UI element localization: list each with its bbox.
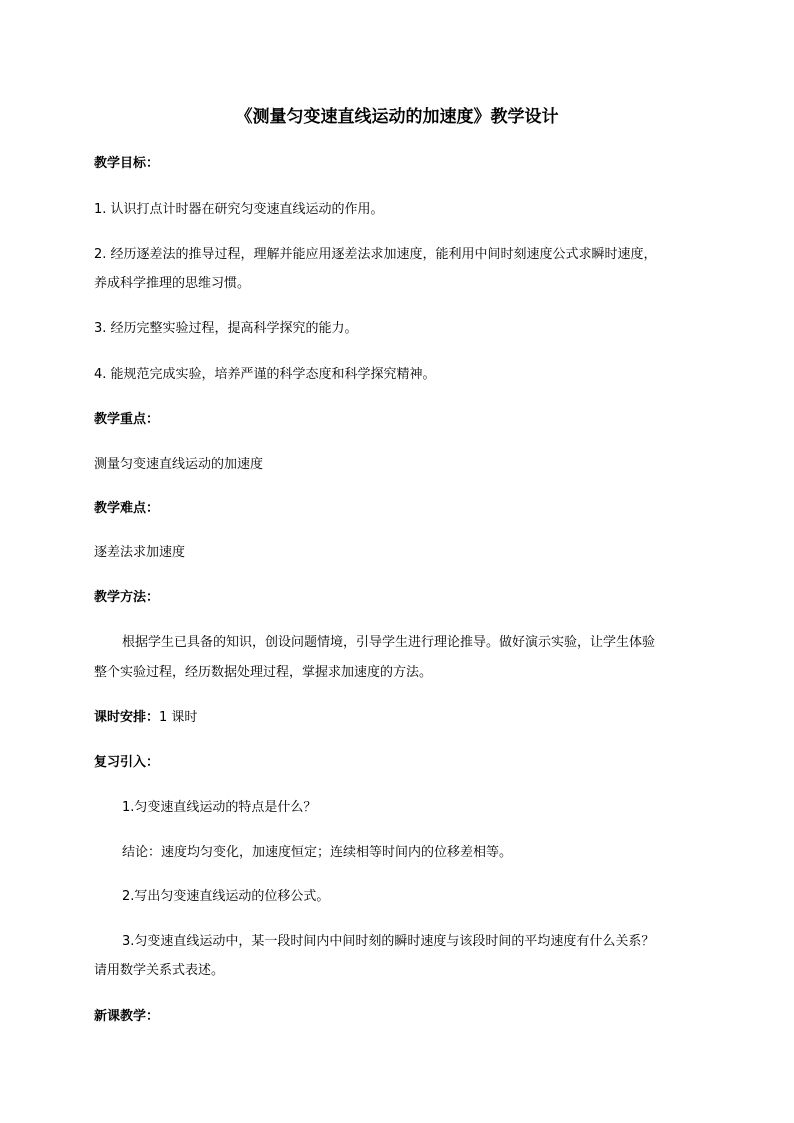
schedule-value: 1 课时 xyxy=(159,710,198,725)
difficulty-text: 逐差法求加速度 xyxy=(94,545,186,560)
objective-item-2: 2. 经历逐差法的推导过程，理解并能应用逐差法求加速度，能利用中间时刻速度公式求瞬时速度， xyxy=(94,247,657,262)
key-point-text: 测量匀变速直线运动的加速度 xyxy=(94,457,264,472)
schedule-heading: 课时安排： xyxy=(94,710,160,725)
review-question-3: 3.匀变速直线运动中，某一段时间内中间时刻的瞬时速度与该段时间的平均速度有什么关系？ xyxy=(122,934,655,949)
objectives-heading: 教学目标： xyxy=(94,156,160,171)
method-heading: 教学方法： xyxy=(94,590,160,605)
review-question-1: 1.匀变速直线运动的特点是什么？ xyxy=(122,800,317,815)
review-conclusion: 结论：速度均匀变化，加速度恒定；连续相等时间内的位移差相等。 xyxy=(122,845,513,860)
schedule-row xyxy=(94,709,197,727)
objective-item-4: 4. 能规范完成实验，培养严谨的科学态度和科学探究精神。 xyxy=(94,367,436,382)
objective-item-1: 1. 认识打点计时器在研究匀变速直线运动的作用。 xyxy=(94,202,384,217)
method-line-2: 整个实验过程，经历数据处理过程，掌握求加速度的方法。 xyxy=(94,665,433,680)
key-point-heading: 教学重点： xyxy=(94,412,160,427)
objective-item-2-continued: 养成科学推理的思维习惯。 xyxy=(94,276,251,291)
method-line-1: 根据学生已具备的知识，创设问题情境，引导学生进行理论推导。做好演示实验，让学生体验 xyxy=(122,635,656,650)
review-heading: 复习引入： xyxy=(94,755,160,770)
difficulty-heading: 教学难点： xyxy=(94,501,160,516)
objective-item-3: 3. 经历完整实验过程，提高科学探究的能力。 xyxy=(94,321,358,336)
review-question-3-continued: 请用数学关系式表述。 xyxy=(94,963,225,978)
review-question-2: 2.写出匀变速直线运动的位移公式。 xyxy=(122,889,330,904)
document-title: 《测量匀变速直线运动的加速度》教学设计 xyxy=(235,107,559,127)
new-lesson-heading: 新课教学： xyxy=(94,1009,160,1024)
